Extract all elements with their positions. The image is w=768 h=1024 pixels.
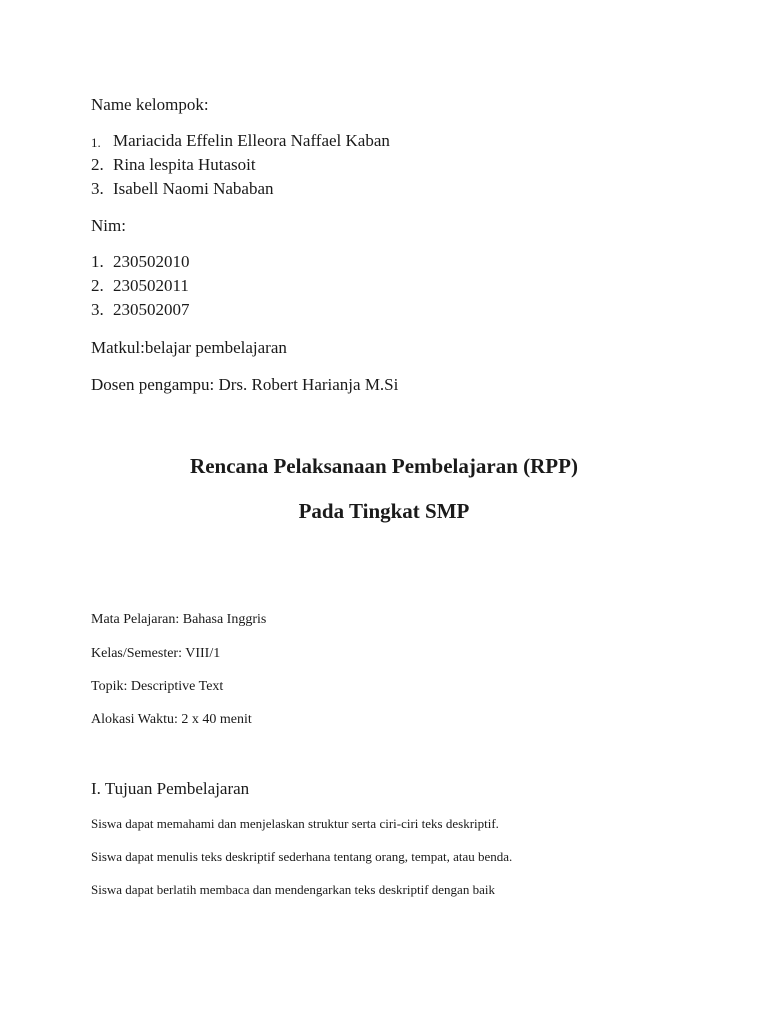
- objective-item: Siswa dapat menulis teks deskriptif sederhana tentang orang, tempat, atau benda.: [91, 849, 513, 864]
- nim-item: [91, 299, 291, 321]
- objective-item: Siswa dapat memahami dan menjelaskan struktur serta ciri-ciri teks deskriptif.: [91, 816, 499, 831]
- member-item: [91, 154, 491, 176]
- member-item: [91, 178, 491, 200]
- dosen-text: Dosen pengampu: Drs. Robert Harianja M.Si: [91, 375, 399, 394]
- member-name: Rina lespita Hutasoit: [113, 155, 256, 174]
- list-number: 2.: [91, 276, 104, 295]
- mata-pelajaran-text: Mata Pelajaran: Bahasa Inggris: [91, 612, 267, 627]
- nim-item: [91, 251, 291, 273]
- kelas-text: Kelas/Semester: VIII/1: [91, 646, 221, 661]
- section-heading: I. Tujuan Pembelajaran: [91, 779, 250, 798]
- list-number: 1.: [91, 135, 101, 150]
- list-number: 3.: [91, 179, 104, 198]
- member-name: Mariacida Effelin Elleora Naffael Kaban: [113, 131, 390, 150]
- nim-value: 230502010: [113, 252, 190, 271]
- list-number: 2.: [91, 155, 104, 174]
- list-number: 3.: [91, 300, 104, 319]
- document-subtitle: Pada Tingkat SMP: [298, 499, 470, 523]
- nim-label: Nim:: [91, 216, 126, 235]
- nim-item: [91, 275, 291, 297]
- matkul-text: Matkul:belajar pembelajaran: [91, 338, 287, 357]
- group-label: Name kelompok:: [91, 95, 209, 114]
- member-item: [91, 130, 491, 152]
- member-name: Isabell Naomi Nababan: [113, 179, 274, 198]
- list-number: 1.: [91, 252, 104, 271]
- topik-text: Topik: Descriptive Text: [91, 679, 224, 694]
- nim-value: 230502007: [113, 300, 190, 319]
- nim-value: 230502011: [113, 276, 189, 295]
- document-title: Rencana Pelaksanaan Pembelajaran (RPP): [190, 454, 578, 478]
- objective-item: Siswa dapat berlatih membaca dan mendengarkan teks deskriptif dengan baik: [91, 882, 495, 897]
- alokasi-text: Alokasi Waktu: 2 x 40 menit: [91, 712, 252, 727]
